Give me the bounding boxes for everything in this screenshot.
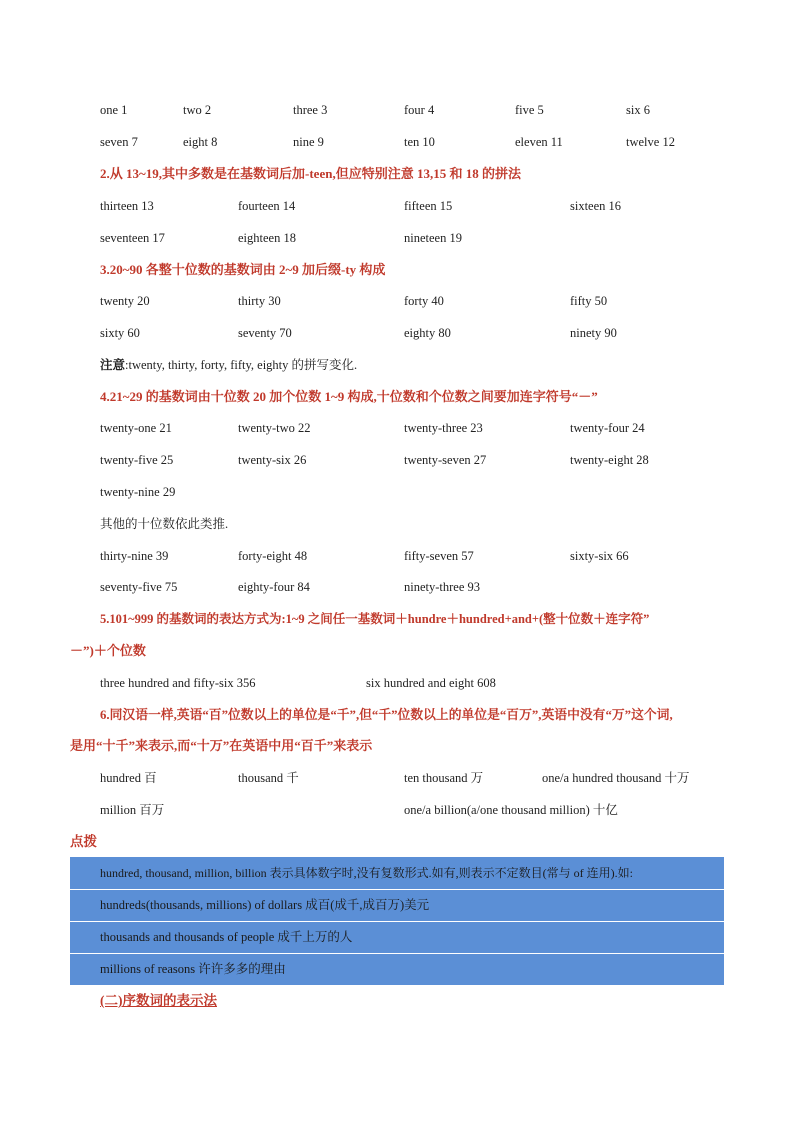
num-item: nineteen 19 — [404, 231, 462, 245]
heading-hundreds-2: －”)＋个位数 — [70, 643, 146, 658]
tens-row-1 — [0, 291, 794, 311]
num-item: ten 10 — [404, 135, 435, 149]
heading-hundreds-1: 5.101~999 的基数词的表达方式为:1~9 之间任一基数词＋hundre＋hundred+and+(整十位数＋连字符” — [100, 612, 650, 626]
heading-21-29: 4.21~29 的基数词由十位数 20 加个位数 1~9 构成,十位数和个位数之间要加连字符号“－” — [100, 389, 598, 404]
tip-line — [70, 889, 724, 922]
num-item: eighteen 18 — [238, 231, 296, 245]
num-item: eleven 11 — [515, 135, 563, 149]
num-item: eighty-four 84 — [238, 580, 310, 594]
num-item: six hundred and eight 608 — [366, 676, 496, 690]
twenties-row-3 — [0, 482, 794, 502]
num-item: ten thousand 万 — [404, 771, 484, 785]
teens-row-2 — [0, 228, 794, 248]
num-item: one 1 — [100, 103, 128, 117]
num-item: fifty 50 — [570, 294, 608, 308]
num-item: twenty-eight 28 — [570, 453, 649, 467]
numbers-row-2 — [0, 132, 794, 152]
tip-line — [70, 953, 724, 985]
tip-line-text: millions of reasons 许许多多的理由 — [100, 962, 286, 976]
num-item: twenty-seven 27 — [404, 453, 487, 467]
num-item: thirteen 13 — [100, 199, 154, 213]
tip-line — [70, 857, 724, 890]
num-item: three 3 — [293, 103, 328, 117]
twenties-row-1 — [0, 418, 794, 438]
heading-teens: 2.从 13~19,其中多数是在基数词后加-teen,但应特别注意 13,15 和 18 的拼法 — [100, 166, 521, 181]
ordinal-section-title: (二)序数词的表示法 — [100, 993, 217, 1008]
num-item: twenty-five 25 — [100, 453, 174, 467]
num-item: five 5 — [515, 103, 544, 117]
num-item: thirty 30 — [238, 294, 281, 308]
num-item: thousand 千 — [238, 771, 299, 785]
num-item: forty-eight 48 — [238, 549, 308, 563]
heading-units-2: 是用“十千”来表示,而“十万”在英语中用“百千”来表示 — [70, 738, 373, 753]
numbers-row-1 — [0, 100, 794, 120]
units-row-1 — [0, 768, 794, 788]
hundreds-row — [0, 673, 794, 693]
num-item: one/a hundred thousand 十万 — [542, 771, 690, 785]
num-item: ninety-three 93 — [404, 580, 481, 594]
heading-tens: 3.20~90 各整十位数的基数词由 2~9 加后缀-ty 构成 — [100, 262, 386, 277]
other-row-1 — [0, 546, 794, 566]
num-item: sixty 60 — [100, 326, 140, 340]
spelling-note — [100, 355, 357, 375]
num-item: twenty-three 23 — [404, 421, 483, 435]
num-item: fifteen 15 — [404, 199, 453, 213]
num-item: nine 9 — [293, 135, 324, 149]
num-item: eighty 80 — [404, 326, 451, 340]
num-item: sixteen 16 — [570, 199, 622, 213]
num-item: seven 7 — [100, 135, 138, 149]
other-row-2 — [0, 577, 794, 597]
num-item: seventeen 17 — [100, 231, 165, 245]
num-item: six 6 — [626, 103, 650, 117]
num-item: fourteen 14 — [238, 199, 296, 213]
num-item: two 2 — [183, 103, 212, 117]
tip-line — [70, 921, 724, 954]
num-item: ninety 90 — [570, 326, 617, 340]
num-item: eight 8 — [183, 135, 218, 149]
num-item: twenty-one 21 — [100, 421, 172, 435]
twenties-row-2 — [0, 450, 794, 470]
num-item: twenty 20 — [100, 294, 150, 308]
num-item: seventy 70 — [238, 326, 292, 340]
note-text: :twenty, thirty, forty, fifty, eighty 的拼写变化. — [125, 358, 358, 372]
num-item: four 4 — [404, 103, 435, 117]
units-row-2 — [0, 800, 794, 820]
num-item: twenty-four 24 — [570, 421, 645, 435]
tip-box — [70, 857, 724, 985]
num-item: seventy-five 75 — [100, 580, 178, 594]
num-item: million 百万 — [100, 803, 165, 817]
num-item: three hundred and fifty-six 356 — [100, 676, 256, 690]
teens-row-1 — [0, 196, 794, 216]
heading-units-1: 6.同汉语一样,英语“百”位数以上的单位是“千”,但“千”位数以上的单位是“百万”,英语中没有“万”这个词, — [100, 708, 673, 722]
num-item: one/a billion(a/one thousand million) 十亿 — [404, 803, 618, 817]
num-item: hundred 百 — [100, 771, 157, 785]
note-label: 注意 — [100, 358, 126, 372]
num-item: sixty-six 66 — [570, 549, 629, 563]
tens-row-2 — [0, 323, 794, 343]
other-tens-note: 其他的十位数依此类推. — [100, 517, 229, 531]
tip-line-text: hundreds(thousands, millions) of dollars 成百(成千,成百万)美元 — [100, 898, 430, 912]
num-item: forty 40 — [404, 294, 444, 308]
num-item: twenty-six 26 — [238, 453, 307, 467]
tip-title: 点拨 — [70, 834, 97, 849]
tip-line-text: hundred, thousand, million, billion 表示具体数字时,没有复数形式.如有,则表示不定数目(常与 of 连用).如: — [100, 866, 633, 880]
num-item: twenty-nine 29 — [100, 485, 176, 499]
num-item: fifty-seven 57 — [404, 549, 474, 563]
num-item: twenty-two 22 — [238, 421, 311, 435]
num-item: thirty-nine 39 — [100, 549, 169, 563]
tip-line-text: thousands and thousands of people 成千上万的人 — [100, 930, 353, 944]
num-item: twelve 12 — [626, 135, 675, 149]
